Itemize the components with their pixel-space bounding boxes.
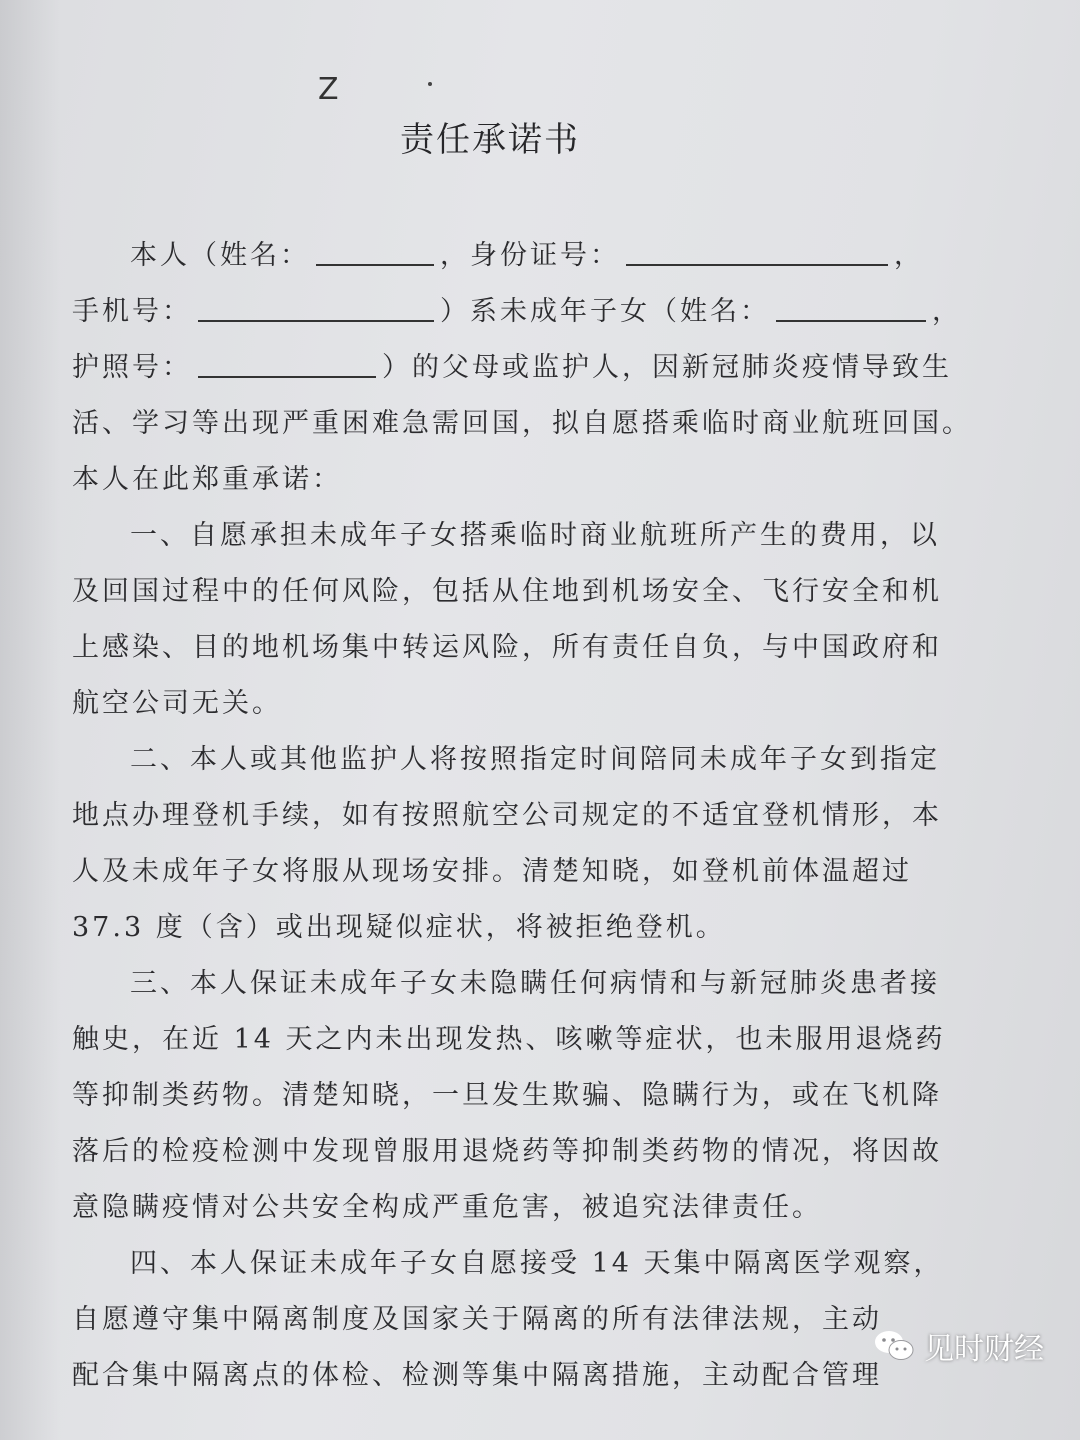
section-line: 落后的检疫检测中发现曾服用退烧药等抑制类药物的情况，将因故 [72, 1136, 942, 1167]
section-line: 自愿遵守集中隔离制度及国家关于隔离的所有法律法规，主动 [72, 1304, 882, 1335]
section-1 [72, 508, 942, 732]
section-line: 意隐瞒疫情对公共安全构成严重危害，被追究法律责任。 [72, 1192, 822, 1223]
section-line: 四、本人保证未成年子女自愿接受 14 天集中隔离医学观察， [130, 1248, 944, 1279]
id-number-blank [626, 228, 888, 266]
wechat-icon [874, 1329, 914, 1363]
section-4 [72, 1236, 944, 1404]
section-line: 触史，在近 14 天之内未出现发热、咳嗽等症状，也未服用退烧药 [72, 1024, 946, 1055]
line-passport [72, 340, 952, 396]
section-line: 人及未成年子女将服从现场安排。清楚知晓，如登机前体温超过 [72, 856, 912, 887]
section-line: 及回国过程中的任何风险，包括从住地到机场安全、飞行安全和机 [72, 576, 942, 607]
passport-continuation: ）的父母或监护人，因新冠肺炎疫情导致生 [382, 352, 952, 383]
name-blank [316, 228, 434, 266]
handwritten-mark: Z [318, 72, 339, 107]
section-line: 二、本人或其他监护人将按照指定时间陪同未成年子女到指定 [130, 744, 940, 775]
section-2 [72, 732, 942, 956]
passport-blank [198, 340, 376, 378]
label-id-number: ，身份证号： [440, 240, 620, 271]
section-line: 上感染、目的地机场集中转运风险，所有责任自负，与中国政府和 [72, 632, 942, 663]
comma: ， [932, 296, 962, 327]
section-line: 配合集中隔离点的体检、检测等集中隔离措施，主动配合管理 [72, 1360, 882, 1391]
ink-dot [428, 82, 432, 86]
label-phone: 手机号： [72, 296, 192, 327]
label-child-name: ）系未成年子女（姓名： [440, 296, 770, 327]
section-line: 一、自愿承担未成年子女搭乘临时商业航班所产生的费用，以 [130, 520, 940, 551]
section-line: 37.3 度（含）或出现疑似症状，将被拒绝登机。 [72, 912, 726, 943]
label-name: 本人（姓名： [130, 240, 310, 271]
line-reason: 活、学习等出现严重困难急需回国，拟自愿搭乘临时商业航班回国。 [72, 408, 972, 439]
line-pledge-intro: 本人在此郑重承诺： [72, 464, 342, 495]
document-body [72, 228, 972, 1404]
section-line: 地点办理登机手续，如有按照航空公司规定的不适宜登机情形，本 [72, 800, 942, 831]
document-title: 责任承诺书 [400, 120, 580, 160]
child-name-blank [776, 284, 926, 322]
comma: ， [894, 240, 924, 271]
phone-blank [198, 284, 434, 322]
line-phone-child [72, 284, 962, 340]
watermark-text: 见时财经 [924, 1332, 1044, 1367]
section-3 [72, 956, 946, 1236]
source-watermark [874, 1324, 1044, 1368]
section-line: 航空公司无关。 [72, 688, 282, 719]
section-line: 三、本人保证未成年子女未隐瞒任何病情和与新冠肺炎患者接 [130, 968, 940, 999]
section-line: 等抑制类药物。清楚知晓，一旦发生欺骗、隐瞒行为，或在飞机降 [72, 1080, 942, 1111]
line-name-id [72, 228, 932, 284]
label-passport: 护照号： [72, 352, 192, 383]
